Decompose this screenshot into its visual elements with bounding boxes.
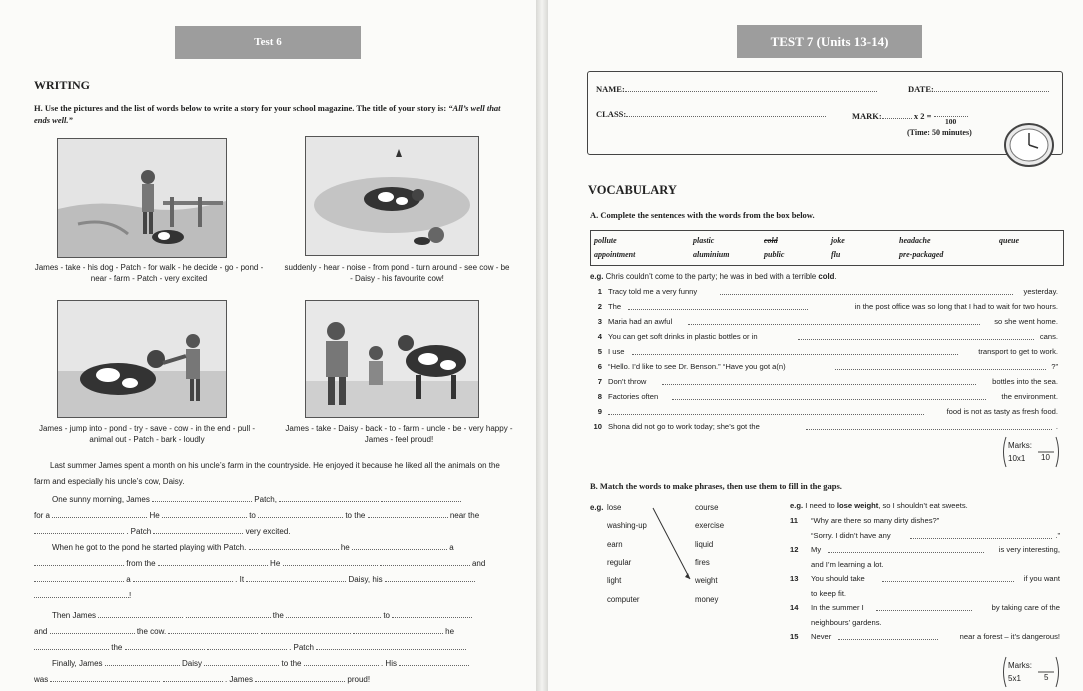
box-word-struck: cold	[764, 236, 778, 245]
sentence-start: Tracy told me a very funny	[608, 287, 698, 296]
item-line1: You should take	[811, 574, 865, 583]
class-label: CLASS:	[596, 109, 627, 119]
story-word: very excited.	[245, 527, 291, 536]
item-line2: “Sorry. I didn’t have any	[811, 531, 891, 540]
box-word: flu	[831, 250, 841, 259]
box-word: headache	[899, 236, 931, 245]
story-word: near the	[449, 511, 480, 520]
example-b-text: I need to	[805, 501, 835, 510]
sentence-number: 4	[597, 332, 602, 341]
example-b-answer: lose weight	[836, 501, 879, 510]
sentence-7[interactable]	[590, 377, 1058, 388]
match-right-word: liquid	[695, 540, 714, 549]
story-word: . Patch	[289, 643, 314, 652]
example-prefix: e.g.	[590, 272, 604, 281]
item-15[interactable]	[790, 632, 1060, 646]
story-word: to the	[345, 511, 366, 520]
story-word: and	[34, 627, 48, 636]
box-word: public	[764, 250, 785, 259]
box-word: appointment	[594, 250, 636, 259]
picture-cow-in-pond	[305, 136, 479, 256]
sentence-end: transport to get to work.	[978, 347, 1058, 356]
sentence-3[interactable]	[590, 317, 1058, 328]
match-eg: e.g.	[590, 503, 604, 512]
example-a-end: .	[834, 272, 837, 281]
item-number: 11	[790, 516, 799, 525]
mark-field[interactable]	[852, 108, 968, 126]
match-left-word: washing-up	[607, 521, 647, 530]
story-word: !	[129, 591, 132, 600]
sentence-start: Factories often	[608, 392, 659, 401]
sentence-1[interactable]	[590, 287, 1058, 298]
vocabulary-heading: VOCABULARY	[588, 183, 677, 197]
word-box	[590, 230, 1064, 266]
item-line1: Never	[811, 632, 832, 641]
item-end: if you want	[1023, 574, 1060, 583]
story-word: Daisy	[182, 659, 203, 668]
story-word: was	[34, 675, 49, 684]
book-gutter	[536, 0, 548, 691]
item-13[interactable]	[790, 574, 1060, 600]
story-word: proud!	[347, 675, 371, 684]
item-end: near a forest – it’s dangerous!	[959, 632, 1060, 641]
sentence-2[interactable]	[590, 302, 1058, 313]
picture-2-caption: suddenly - hear - noise - from pond - turn around - see cow - be - Daisy - his favourite cow!	[284, 263, 510, 283]
story-word: the	[111, 643, 123, 652]
story-word: the cow.	[136, 627, 167, 636]
task-a-label: A.	[590, 210, 599, 220]
sentence-end: .	[1055, 422, 1058, 431]
item-end: is very interesting,	[998, 545, 1060, 554]
match-right-word: fires	[695, 558, 710, 567]
time-limit: (Time: 50 minutes)	[907, 128, 972, 137]
picture-1-caption: James - take - his dog - Patch - for walk - he decide - go - pond - near - farm - Patch - very excited	[34, 263, 264, 283]
item-number: 13	[790, 574, 799, 583]
match-left-word: earn	[607, 540, 623, 549]
story-line-7	[34, 589, 514, 601]
story-title: “All’s well that ends well.”	[34, 103, 501, 125]
boy-dog-illustration	[58, 139, 226, 257]
sentence-5[interactable]	[590, 347, 1058, 358]
item-number: 14	[790, 603, 799, 612]
sentence-4[interactable]	[590, 332, 1058, 343]
story-line-8	[34, 609, 532, 621]
test6-banner: Test 6	[175, 26, 361, 59]
test7-banner: TEST 7 (Units 13-14)	[737, 25, 922, 58]
picture-boy-dog-walk	[57, 138, 227, 258]
box-word: joke	[831, 236, 845, 245]
story-word: . Patch	[126, 527, 152, 536]
sentence-number: 5	[597, 347, 602, 356]
task-a-text: Complete the sentences with the words from the box below.	[600, 210, 815, 220]
item-line2: to keep fit.	[811, 589, 847, 598]
marks-a-label: Marks:	[1008, 441, 1032, 450]
student-info-box	[587, 71, 1063, 155]
writing-heading: WRITING	[34, 78, 91, 92]
sentence-number: 8	[597, 392, 602, 401]
sentence-number: 10	[593, 422, 602, 431]
writing-instruction	[34, 102, 512, 126]
marks-b-box	[1000, 656, 1062, 688]
marks-a-total: 10	[1041, 453, 1050, 462]
item-14[interactable]	[790, 603, 1060, 629]
box-word: aluminium	[693, 250, 730, 259]
name-field[interactable]	[596, 83, 877, 94]
story-word: a	[126, 575, 131, 584]
story-word: the	[272, 611, 284, 620]
name-label: NAME:	[596, 84, 625, 94]
item-line2: neighbours’ gardens.	[811, 618, 882, 627]
story-word: for a	[34, 511, 51, 520]
match-right-word: course	[695, 503, 719, 512]
match-left-word: light	[607, 576, 622, 585]
story-line-1	[34, 493, 532, 505]
marks-b-value: 5x1	[1008, 674, 1021, 683]
sentence-end: bottles into the sea.	[992, 377, 1058, 386]
task-label: H.	[34, 103, 43, 113]
sentence-start: You can get soft drinks in plastic bottles or in	[608, 332, 758, 341]
item-line1: In the summer I	[811, 603, 864, 612]
example-b-prefix: e.g.	[790, 501, 804, 510]
story-word: from the	[126, 559, 156, 568]
story-line-9	[34, 625, 514, 637]
example-a-text: Chris couldn’t come to the party; he was in bed with a terrible	[605, 272, 817, 281]
clock-icon	[1002, 120, 1056, 168]
story-line-4	[34, 541, 532, 553]
picture-3-caption: James - jump into - pond - try - save - cow - in the end - pull - animal out - Patch - bark - loudly	[38, 424, 256, 444]
story-word: Then James	[52, 611, 97, 620]
cow-pond-illustration	[306, 137, 478, 255]
mark-multiplier: x 2 =	[913, 110, 932, 121]
match-right-word: exercise	[695, 521, 725, 530]
story-line-11	[34, 657, 532, 669]
left-page	[0, 0, 536, 691]
item-end: by taking care of the	[991, 603, 1060, 612]
example-a-answer: cold	[818, 272, 835, 281]
match-right-word: weight	[695, 576, 718, 585]
story-word: and	[471, 559, 486, 568]
story-word: . It	[235, 575, 245, 584]
match-left-word: regular	[607, 558, 632, 567]
sentence-start: Maria had an awful	[608, 317, 673, 326]
story-line-3	[34, 525, 514, 537]
box-word: pollute	[594, 236, 617, 245]
story-line-12	[34, 673, 514, 685]
sentence-number: 1	[597, 287, 602, 296]
story-word: . His	[380, 659, 397, 668]
sentence-start: Don’t throw	[608, 377, 647, 386]
task-a-instruction	[590, 209, 1060, 221]
rescue-illustration	[58, 301, 226, 417]
story-word: He	[149, 511, 160, 520]
match-right-word: money	[695, 595, 719, 604]
box-word: queue	[999, 236, 1019, 245]
example-b-end: , so I shouldn’t eat sweets.	[878, 501, 968, 510]
story-word: to	[249, 511, 256, 520]
example-b	[790, 501, 968, 510]
story-word: to the	[281, 659, 302, 668]
match-arrow-line	[650, 505, 700, 585]
sentence-end: food is not as tasty as fresh food.	[946, 407, 1058, 416]
marks-a-value: 10x1	[1008, 454, 1026, 463]
sentence-start: Shona did not go to work today; she’s got the	[608, 422, 760, 431]
sentence-number: 9	[597, 407, 602, 416]
sentence-end: cans.	[1039, 332, 1058, 341]
task-b-label: B.	[590, 481, 598, 491]
item-12[interactable]	[790, 545, 1060, 571]
box-word: plastic	[693, 236, 715, 245]
sentence-number: 7	[597, 377, 602, 386]
mark-label: MARK:	[852, 110, 882, 121]
item-line1: “Why are there so many dirty dishes?”	[811, 516, 940, 525]
story-line-5	[34, 557, 514, 569]
story-word: One sunny morning, James	[52, 495, 150, 504]
story-word: When he got to the pond he started playing with Patch.	[52, 543, 247, 552]
class-field[interactable]	[596, 108, 826, 119]
item-end: .”	[1055, 531, 1060, 540]
story-word: . James	[224, 675, 253, 684]
sentence-start: The	[608, 302, 622, 311]
farm-illustration	[306, 301, 478, 417]
sentence-8[interactable]	[590, 392, 1058, 403]
match-left-word: computer	[607, 595, 640, 604]
sentence-end: yesterday.	[1023, 287, 1058, 296]
story-line-6	[34, 573, 514, 585]
date-label: DATE:	[908, 84, 934, 94]
task-b-text: Match the words to make phrases, then use them to fill in the gaps.	[599, 481, 842, 491]
story-word: he	[445, 627, 455, 636]
sentence-10[interactable]	[590, 422, 1058, 433]
sentence-end: in the post office was so long that I had to wait for two hours.	[854, 302, 1058, 311]
story-word: Finally, James	[52, 659, 103, 668]
sentence-number: 6	[597, 362, 602, 371]
picture-4-caption: James - take - Daisy - back - to - farm - uncle - be - very happy - James - feel proud!	[285, 424, 513, 444]
sentence-6[interactable]	[590, 362, 1058, 373]
item-line1: My	[811, 545, 822, 554]
item-number: 12	[790, 545, 799, 554]
item-line2: and I’m learning a lot.	[811, 560, 884, 569]
marks-a-box	[1000, 436, 1062, 468]
story-line-2	[34, 509, 514, 521]
story-word: he	[340, 543, 350, 552]
picture-rescue-cow	[57, 300, 227, 418]
story-word: Patch,	[254, 495, 277, 504]
sentence-9[interactable]	[590, 407, 1058, 418]
sentence-end: the environment.	[1001, 392, 1058, 401]
sentence-start: I use	[608, 347, 625, 356]
story-word: He	[270, 559, 281, 568]
sentence-number: 2	[597, 302, 602, 311]
mark-total: 100	[944, 117, 957, 126]
box-word: pre-packaged	[899, 250, 944, 259]
story-word: to	[383, 611, 390, 620]
marks-b-label: Marks:	[1008, 661, 1032, 670]
marks-b-total: 5	[1044, 673, 1049, 682]
story-word: a	[449, 543, 454, 552]
date-field[interactable]	[908, 83, 1049, 94]
task-b-instruction	[590, 480, 1060, 492]
picture-uncle-farm	[305, 300, 479, 418]
item-11[interactable]	[790, 516, 1060, 542]
story-intro: Last summer James spent a month on his uncle’s farm in the countryside. He enjoyed it because he liked all the animals on the farm and especially his uncle’s cow, Daisy.	[34, 461, 500, 486]
sentence-end: so she went home.	[994, 317, 1058, 326]
example-a	[590, 272, 837, 281]
story-word: Daisy, his	[348, 575, 383, 584]
sentence-start: “Hello. I’d like to see Dr. Benson.” “Have you got a(n)	[608, 362, 786, 371]
task-text: Use the pictures and the list of words below to write a story for your school magazine. The title of your story is:	[44, 103, 447, 113]
sentence-end: ?”	[1051, 362, 1058, 371]
story-line-10	[34, 641, 514, 653]
item-number: 15	[790, 632, 799, 641]
match-left-word: lose	[607, 503, 622, 512]
sentence-number: 3	[597, 317, 602, 326]
